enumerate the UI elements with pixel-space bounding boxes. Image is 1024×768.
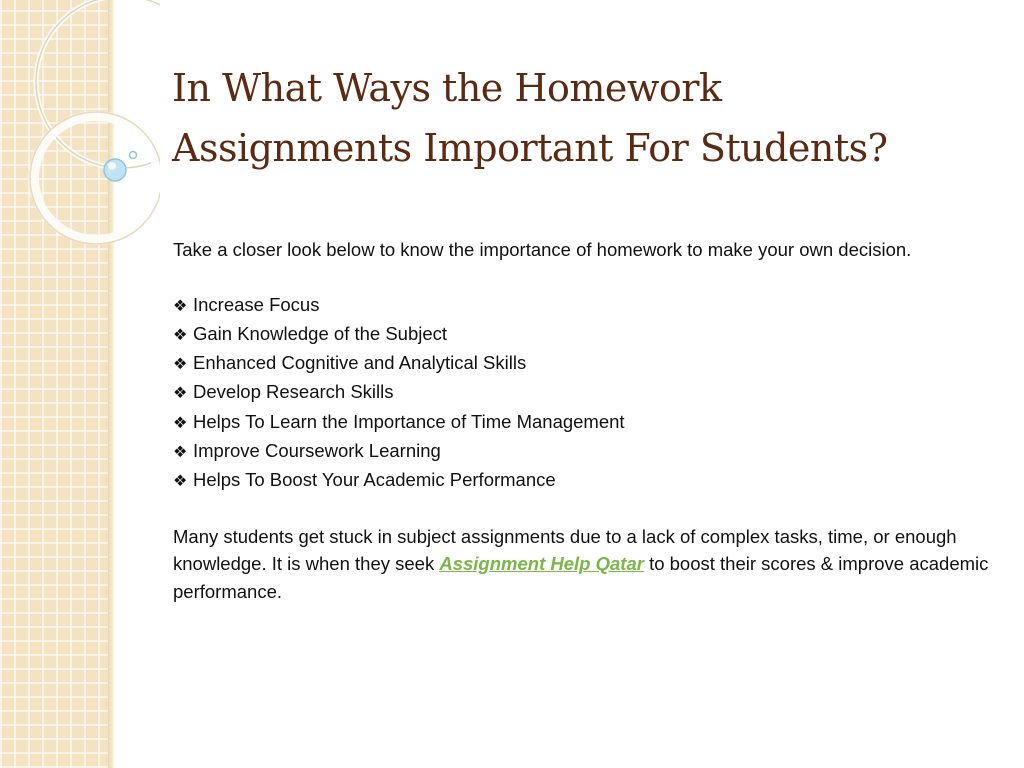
side-panel-edge [108, 0, 114, 768]
diamond-bullet-icon: ❖ [173, 297, 188, 315]
small-blue-dot [130, 152, 137, 159]
title-line-2: Assignments Important For Students? [172, 126, 888, 170]
closing-paragraph [173, 523, 993, 605]
list-item-text: Develop Research Skills [193, 381, 394, 403]
list-item [173, 320, 993, 349]
list-item [173, 349, 993, 378]
diamond-bullet-icon: ❖ [173, 385, 188, 403]
diamond-bullet-icon: ❖ [173, 473, 188, 491]
body-content [173, 236, 993, 605]
closing-text-before: Many students get stuck in subject assignments due to a lack of complex tasks, time, or enough knowledge. It is when they seek [173, 525, 957, 575]
list-item [173, 437, 993, 466]
diamond-bullet-icon: ❖ [173, 444, 188, 462]
list-item-text: Increase Focus [193, 293, 320, 315]
list-item-text: Helps To Learn the Importance of Time Management [193, 410, 625, 432]
list-item [173, 378, 993, 407]
list-item [173, 408, 993, 437]
list-item-text: Enhanced Cognitive and Analytical Skills [193, 352, 527, 374]
title-line-1: In What Ways the Homework [172, 66, 722, 110]
assignment-help-link[interactable]: Assignment Help Qatar [439, 553, 644, 575]
benefits-list [173, 291, 993, 496]
diamond-bullet-icon: ❖ [173, 356, 188, 374]
list-item-text: Improve Coursework Learning [193, 440, 441, 462]
list-item-text: Helps To Boost Your Academic Performance [193, 469, 556, 491]
decorative-side-panel [0, 0, 112, 768]
closing-text-after: to boost their scores & improve academic performance. [173, 553, 989, 602]
intro-paragraph: Take a closer look below to know the importance of homework to make your own decision. [173, 239, 912, 260]
spacer [173, 263, 993, 290]
diamond-bullet-icon: ❖ [173, 326, 188, 344]
diamond-bullet-icon: ❖ [173, 414, 188, 432]
list-item-text: Gain Knowledge of the Subject [193, 322, 448, 344]
list-item [173, 466, 993, 495]
spacer [173, 496, 993, 523]
list-item [173, 291, 993, 320]
page-title [172, 58, 972, 178]
